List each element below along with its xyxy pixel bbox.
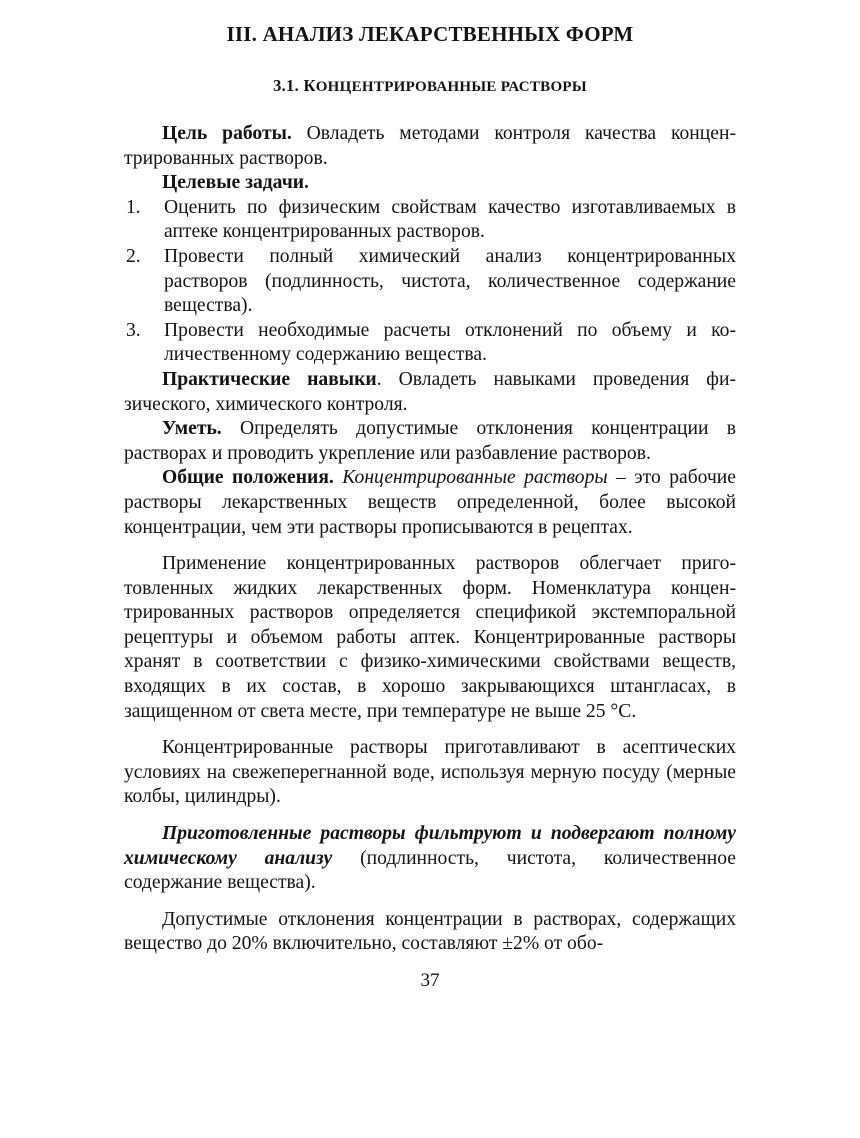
tasks-label: Целевые задачи. (162, 172, 309, 194)
tasks-list (124, 196, 736, 368)
list-item-text: Оценить по физическим свойствам качество изготавливаемых в аптеке концентрированных растворов. (164, 196, 736, 243)
chapter-title: III. АНАЛИЗ ЛЕКАРСТВЕННЫХ ФОРМ (226, 22, 634, 46)
skills-label: Практические навыки (162, 368, 377, 390)
list-item-number: 3. (126, 319, 141, 341)
skills-text: . Овладеть навыками проведения физического, химического контроля. (124, 368, 736, 415)
preparation-paragraph: Концентрированные растворы приготавливают в асептических условиях на свежеперегнанной воде, используя мерную посуду (мерные колбы, цилиндры). (124, 737, 736, 808)
list-item (124, 319, 736, 368)
tasks-heading (124, 171, 736, 196)
body-text (124, 122, 736, 957)
section-title-rest: ОНЦЕНТРИРОВАННЫЕ РАСТВОРЫ (315, 79, 587, 95)
list-item-text: Провести полный химический анализ концентрированных растворов (подлинность, чистота, количественное содержание вещества). (164, 245, 736, 317)
goal-label: Цель работы. (162, 123, 292, 144)
goal-text: Овладеть методами контроля качества концентрированных растворов. (124, 123, 736, 169)
filter-paragraph (124, 822, 736, 896)
section-title (0, 76, 860, 96)
abilities-text: Определять допустимые отклонения концентрации в растворах и проводить укрепление или разбавление растворов. (124, 418, 736, 464)
usage-paragraph: Применение концентрированных растворов облегчает приготовленных жидких лекарственных форм. Номенклатура концентрированных растворов определяется спецификой экстемпоральной рецептуры и объемом работы аптек. Концентрированные растворы хранят в соответствии с физико-химическими свойствами веществ, входящих в их состав, в хорошо закрывающихся штангласах, в защищенном от света месте, при температуре не выше 25 °С. (124, 553, 736, 722)
list-item (124, 196, 736, 245)
abilities-paragraph (124, 417, 736, 466)
abilities-label: Уметь. (162, 418, 222, 440)
list-item-text: Провести необходимые расчеты отклонений по объему и количественному содержанию вещества. (164, 319, 736, 366)
general-term: Концентрированные растворы (342, 467, 608, 489)
general-paragraph (124, 466, 736, 540)
goal-paragraph (124, 122, 736, 171)
general-label: Общие положения. (162, 467, 334, 489)
filter-text: (подлинность, чистота, количественное содержание вещества). (124, 847, 736, 894)
list-item-number: 1. (126, 196, 141, 218)
section-title-number: 3.1. К (273, 76, 316, 95)
general-text: – это рабочие растворы лекарственных веществ определенной, более высокой концентрации, чем эти растворы прописываются в рецептах. (124, 467, 736, 538)
skills-paragraph (124, 368, 736, 417)
list-item-number: 2. (126, 245, 141, 267)
filter-emphasis: Приготовленные растворы фильтруют и подвергают полному химическому анализу (124, 823, 736, 869)
page-number: 37 (420, 970, 440, 991)
list-item (124, 245, 736, 319)
deviation-paragraph: Допустимые отклонения концентрации в растворах, содержащих вещество до 20% включительно, составляют ±2% от обо- (124, 908, 736, 955)
